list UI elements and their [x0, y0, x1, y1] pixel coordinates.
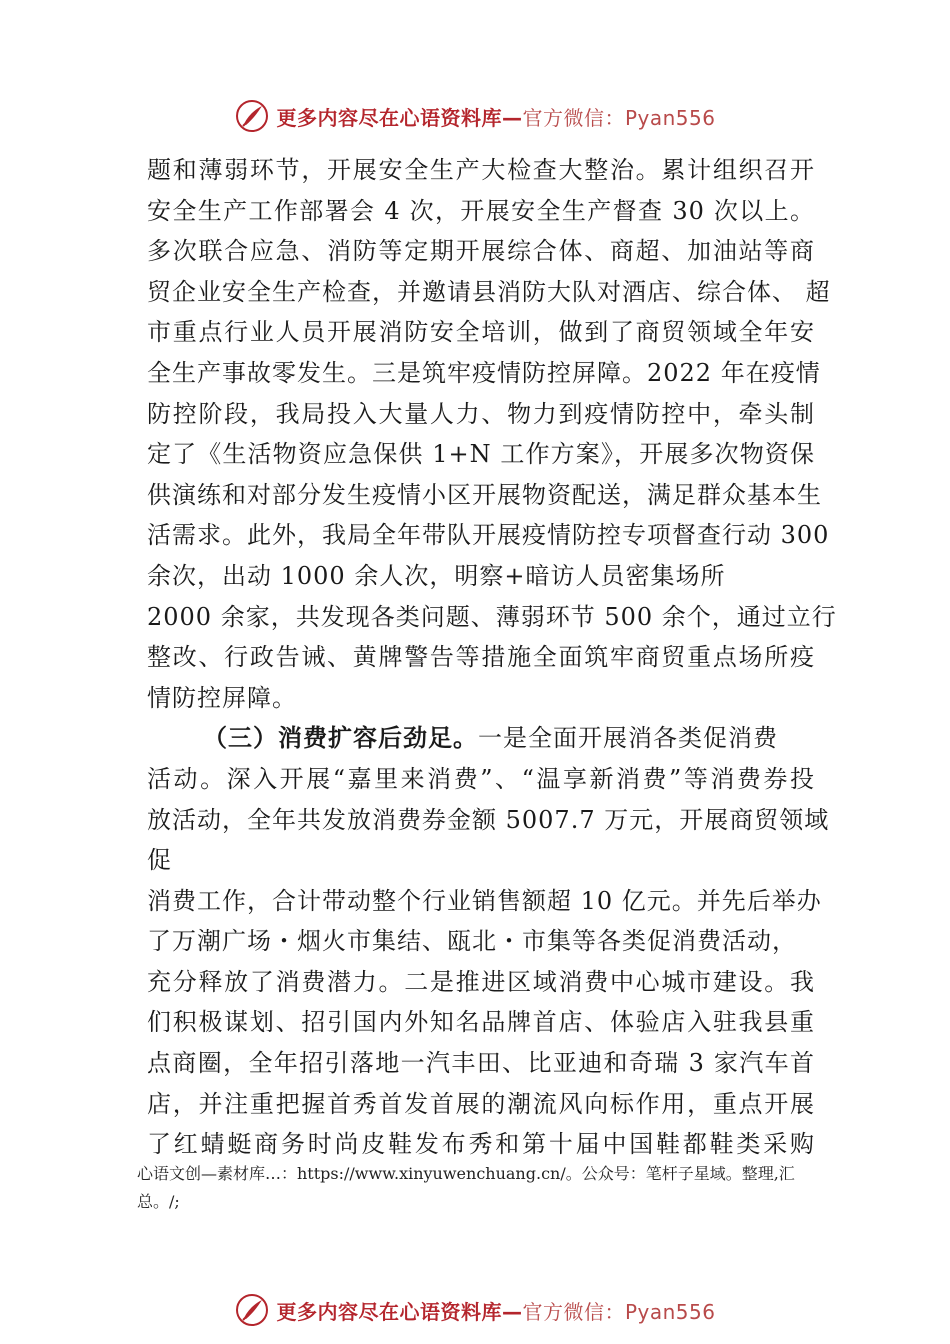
body-line: 贸企业安全生产检查，并邀请县消防大队对酒店、综合体、 超 — [147, 277, 831, 306]
body-line: 了万潮广场・烟火市集结、瓯北・市集等各类促消费活动， — [147, 927, 797, 956]
body-line: 活动。深入开展“嘉里来消费”、“温享新消费”等消费券投 — [147, 764, 815, 793]
body-line: 市重点行业人员开展消防安全培训，做到了商贸领域全年安 — [147, 318, 815, 347]
body-line: 了红蜻蜓商务时尚皮鞋发布秀和第十届中国鞋都鞋类采购 — [147, 1130, 815, 1159]
footer-line: 心语文创—素材库…：https://www.xinyuwenchuang.cn/。公众号：笔杆子星域。整理,汇 — [137, 1164, 795, 1183]
footer-banner — [0, 1290, 950, 1330]
quill-logo-icon — [234, 1292, 270, 1328]
banner-text: 更多内容尽在心语资料库— — [276, 105, 523, 130]
body-line: 题和薄弱环节，开展安全生产大检查大整治。累计组织召开 — [147, 156, 815, 184]
body-line: 们积极谋划、招引国内外知名品牌首店、体验店入驻我县重 — [147, 1008, 815, 1037]
body-line: 供演练和对部分发生疫情小区开展物资配送，满足群众基本生 — [147, 480, 822, 509]
body-line: 安全生产工作部署会 4 次，开展安全生产督查 30 次以上。 — [147, 196, 815, 225]
body-line: 店，并注重把握首秀首发首展的潮流风向标作用，重点开展 — [147, 1089, 815, 1118]
body-line: 防控阶段，我局投入大量人力、物力到疫情防控中，牵头制 — [147, 399, 815, 428]
body-line: 整改、行政告诫、黄牌警告等措施全面筑牢商贸重点场所疫 — [147, 643, 815, 672]
banner-wechat: 官方微信：Pyan556 — [522, 105, 716, 130]
banner-text: 更多内容尽在心语资料库— — [276, 1299, 523, 1324]
header-banner — [0, 96, 950, 136]
body-line: 全生产事故零发生。三是筑牢疫情防控屏障。2022 年在疫情 — [147, 358, 821, 387]
body-line: 促 — [147, 846, 172, 875]
section-heading-line — [147, 718, 815, 759]
body-line: 余次，出动 1000 余人次，明察+暗访人员密集场所 — [147, 561, 726, 590]
body-line: 消费工作，合计带动整个行业销售额超 10 亿元。并先后举办 — [147, 886, 822, 915]
body-line: 充分释放了消费潜力。二是推进区域消费中心城市建设。我 — [147, 967, 815, 996]
section-heading: （三）消费扩容后劲足。 — [203, 723, 478, 753]
body-line: 放活动，全年共发放消费券金额 5007.7 万元，开展商贸领域 — [147, 805, 830, 834]
body-line: 多次联合应急、消防等定期开展综合体、商超、加油站等商 — [147, 237, 815, 266]
footer-line: 总。/; — [137, 1192, 180, 1211]
quill-logo-icon — [234, 98, 270, 134]
document-body — [147, 150, 837, 1165]
body-line: 2000 余家，共发现各类问题、薄弱环节 500 余个，通过立行 — [147, 602, 837, 631]
body-line: 点商圈，全年招引落地一汽丰田、比亚迪和奇瑞 3 家汽车首 — [147, 1049, 815, 1078]
section-line-rest: 一是全面开展消各类促消费 — [478, 724, 778, 753]
source-footer — [137, 1160, 837, 1216]
banner-wechat: 官方微信：Pyan556 — [522, 1299, 716, 1324]
body-line: 活需求。此外，我局全年带队开展疫情防控专项督查行动 300 — [147, 521, 830, 550]
body-line: 情防控屏障。 — [147, 683, 297, 712]
body-line: 定了《生活物资应急保供 1+N 工作方案》，开展多次物资保 — [147, 440, 815, 469]
